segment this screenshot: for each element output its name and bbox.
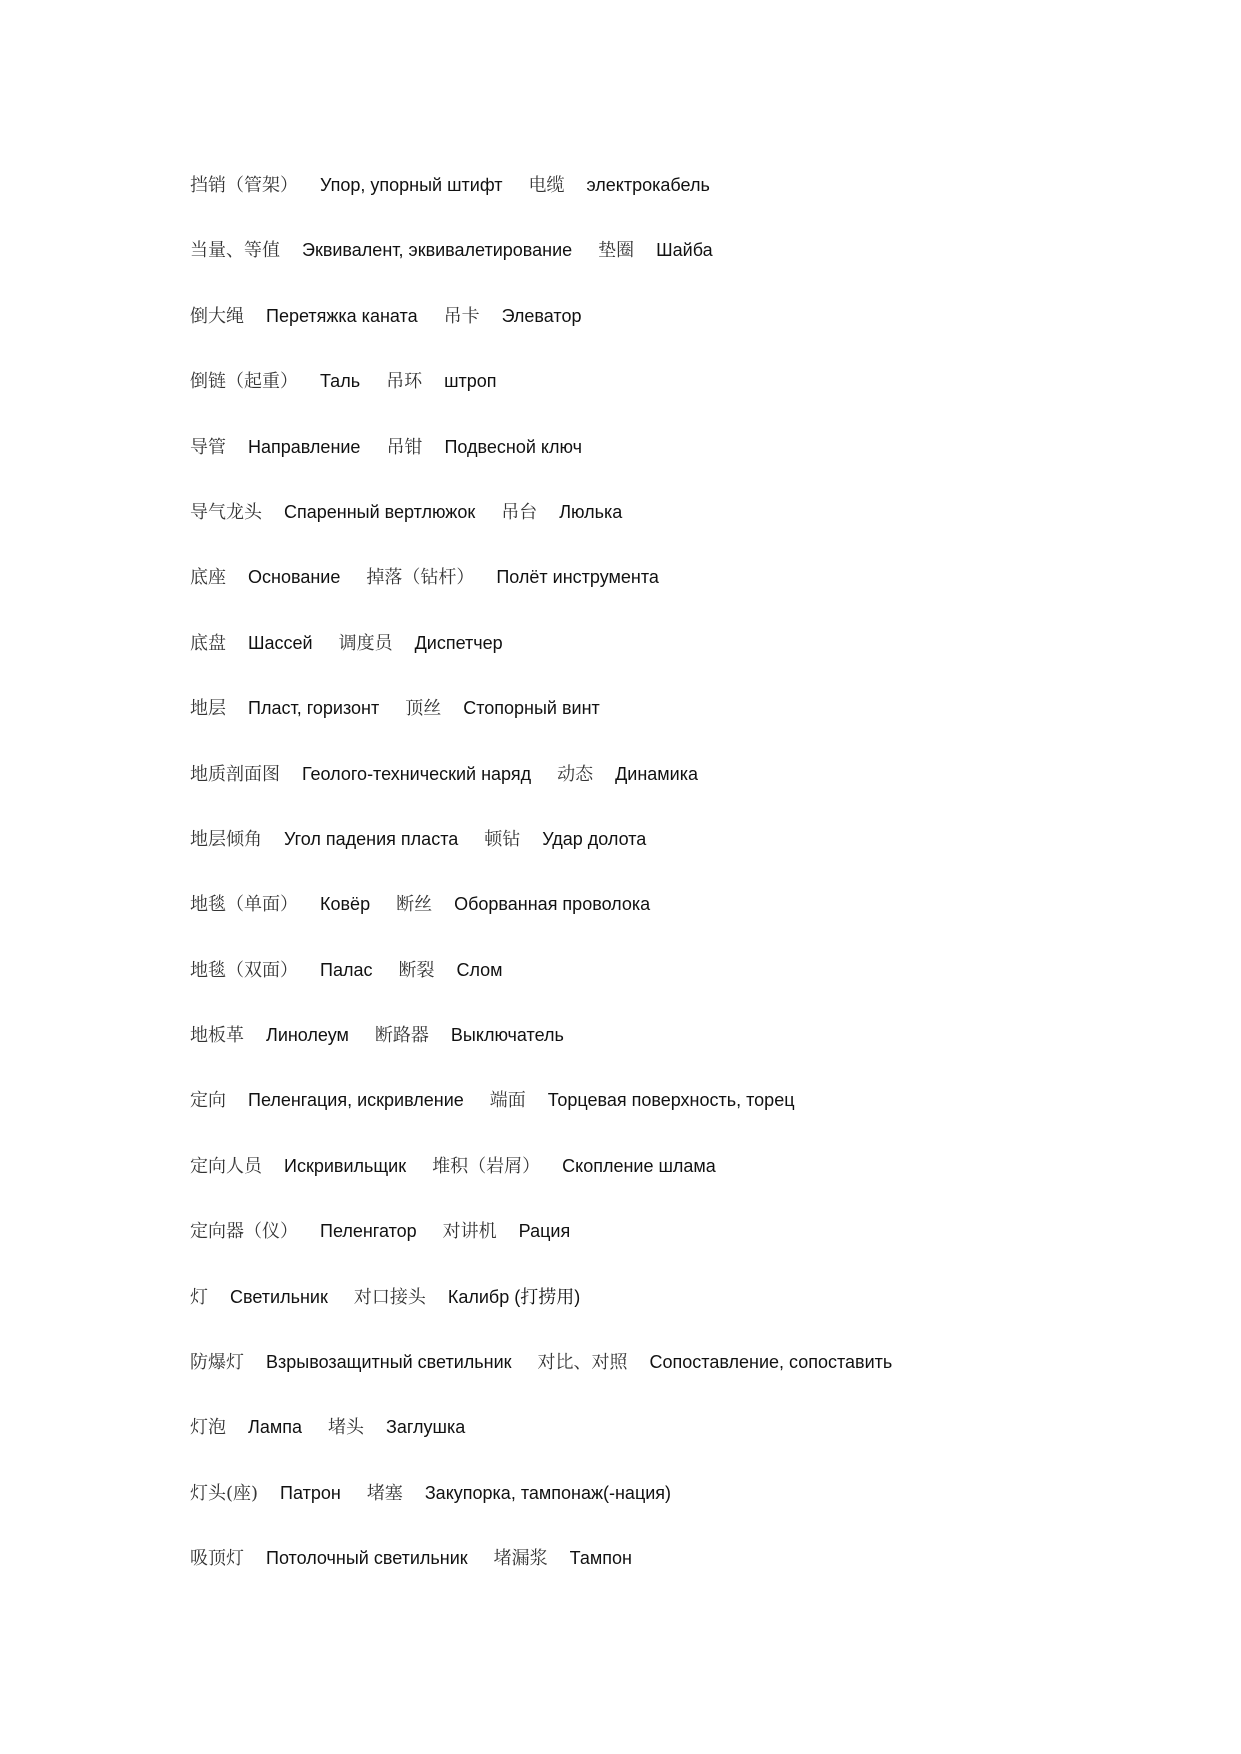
russian-translation: Сопоставление, сопоставить xyxy=(649,1352,893,1373)
chinese-term: 对比、对照 xyxy=(537,1352,628,1374)
russian-translation: Оборванная проволока xyxy=(454,894,651,915)
russian-translation: Пласт, горизонт xyxy=(248,698,380,719)
chinese-term: 对口接头 xyxy=(353,1286,426,1308)
chinese-term: 垫圈 xyxy=(598,240,635,262)
russian-translation: Подвесной ключ xyxy=(444,436,582,457)
chinese-term: 吊环 xyxy=(386,371,423,393)
russian-translation: Диспетчер xyxy=(414,632,503,653)
chinese-term: 导气龙头 xyxy=(190,501,262,523)
russian-translation: Скопление шлама xyxy=(562,1155,716,1176)
russian-translation: Таль xyxy=(320,371,361,392)
glossary-row xyxy=(190,498,1190,563)
russian-translation: Выключатель xyxy=(450,1025,564,1046)
chinese-term: 调度员 xyxy=(338,632,393,654)
russian-translation: Стопорный винт xyxy=(463,698,600,719)
glossary-list xyxy=(190,171,1190,1610)
russian-translation: Перетяжка каната xyxy=(266,305,418,326)
chinese-term: 灯泡 xyxy=(190,1417,226,1439)
chinese-term: 地质剖面图 xyxy=(190,763,280,785)
russian-translation: Угол падения пласта xyxy=(284,828,459,849)
chinese-term: 堵漏浆 xyxy=(493,1548,548,1570)
russian-translation: Линолеум xyxy=(266,1025,349,1046)
glossary-row xyxy=(190,890,1190,955)
chinese-term: 断路器 xyxy=(374,1025,429,1047)
chinese-term: 地毯（单面） xyxy=(190,894,298,916)
chinese-term: 吊钳 xyxy=(386,436,423,458)
chinese-term: 地板革 xyxy=(190,1025,244,1047)
glossary-row xyxy=(190,760,1190,825)
russian-translation: Динамика xyxy=(615,763,699,784)
russian-translation: Основание xyxy=(248,567,341,588)
glossary-row xyxy=(190,1283,1190,1348)
russian-translation: Тампон xyxy=(569,1548,632,1569)
russian-translation: Закупорка, тампонаж(-нация) xyxy=(424,1482,672,1503)
chinese-term: 底座 xyxy=(190,567,226,589)
chinese-term: 对讲机 xyxy=(442,1221,497,1243)
russian-translation: Ковёр xyxy=(320,894,371,915)
glossary-row xyxy=(190,1413,1190,1478)
glossary-row xyxy=(190,433,1190,498)
glossary-row xyxy=(190,629,1190,694)
russian-translation: Пеленгация, искривление xyxy=(248,1090,464,1111)
glossary-row xyxy=(190,1021,1190,1086)
glossary-row xyxy=(190,694,1190,759)
russian-translation: Упор, упорный штифт xyxy=(320,175,503,195)
glossary-row xyxy=(190,1217,1190,1282)
glossary-row xyxy=(190,1544,1190,1609)
chinese-term: 断丝 xyxy=(396,894,433,916)
russian-translation: Палас xyxy=(320,959,373,980)
russian-translation: Заглушка xyxy=(385,1417,466,1438)
chinese-term: 倒链（起重） xyxy=(190,371,298,393)
chinese-term: 吊卡 xyxy=(443,305,480,327)
russian-translation: Калибр (打捞用) xyxy=(447,1286,581,1307)
chinese-term: 端面 xyxy=(489,1090,526,1112)
chinese-term: 掉落（钻杆） xyxy=(366,567,475,589)
chinese-term: 断裂 xyxy=(398,959,435,981)
russian-translation: Светильник xyxy=(230,1286,328,1307)
glossary-row xyxy=(190,956,1190,1021)
chinese-term: 顿钻 xyxy=(484,828,521,850)
chinese-term: 底盘 xyxy=(190,632,226,654)
glossary-row xyxy=(190,171,1190,236)
chinese-term: 堵头 xyxy=(327,1417,364,1439)
russian-translation: Пеленгатор xyxy=(320,1221,417,1242)
chinese-term: 导管 xyxy=(190,436,226,458)
chinese-term: 堵塞 xyxy=(366,1482,403,1504)
russian-translation: Слом xyxy=(456,959,503,980)
russian-translation: Патрон xyxy=(280,1482,341,1503)
russian-translation: Потолочный светильник xyxy=(266,1548,468,1569)
russian-translation: Шассей xyxy=(248,632,313,653)
glossary-row xyxy=(190,1479,1190,1544)
chinese-term: 地层倾角 xyxy=(190,828,262,850)
chinese-term: 动态 xyxy=(557,763,594,785)
russian-translation: Элеватор xyxy=(501,305,582,326)
glossary-row xyxy=(190,1152,1190,1217)
russian-translation: Люлька xyxy=(559,501,623,522)
glossary-row xyxy=(190,236,1190,301)
chinese-term: 防爆灯 xyxy=(190,1352,244,1374)
russian-translation: Рация xyxy=(518,1221,571,1242)
russian-translation: штроп xyxy=(444,371,497,392)
russian-translation: Взрывозащитный светильник xyxy=(266,1352,512,1373)
chinese-term: 电缆 xyxy=(528,175,565,196)
chinese-term: 当量、等值 xyxy=(190,240,280,262)
glossary-row xyxy=(190,367,1190,432)
russian-translation: электрокабель xyxy=(586,175,710,195)
chinese-term: 定向 xyxy=(190,1090,226,1112)
russian-translation: Эквивалент, эквивалетирование xyxy=(302,240,573,261)
chinese-term: 吸顶灯 xyxy=(190,1548,244,1570)
glossary-row xyxy=(190,1086,1190,1151)
chinese-term: 倒大绳 xyxy=(190,305,244,327)
glossary-row xyxy=(190,302,1190,367)
russian-translation: Шайба xyxy=(656,240,713,261)
chinese-term: 地层 xyxy=(190,698,226,720)
chinese-term: 定向人员 xyxy=(190,1155,262,1177)
russian-translation: Спаренный вертлюжок xyxy=(284,501,476,522)
chinese-term: 顶丝 xyxy=(405,698,442,720)
glossary-row xyxy=(190,825,1190,890)
chinese-term: 地毯（双面） xyxy=(190,959,298,981)
chinese-term: 堆积（岩屑） xyxy=(432,1155,541,1177)
russian-translation: Торцевая поверхность, торец xyxy=(547,1090,795,1111)
russian-translation: Направление xyxy=(248,436,361,457)
chinese-term: 吊台 xyxy=(501,501,538,523)
russian-translation: Полёт инструмента xyxy=(496,567,659,588)
chinese-term: 定向器（仪） xyxy=(190,1221,298,1243)
glossary-row xyxy=(190,563,1190,628)
glossary-row xyxy=(190,1348,1190,1413)
chinese-term: 灯 xyxy=(190,1286,208,1308)
russian-translation: Лампа xyxy=(248,1417,302,1438)
russian-translation: Удар долота xyxy=(542,828,647,849)
russian-translation: Искривильщик xyxy=(284,1155,407,1176)
chinese-term: 灯头(座) xyxy=(190,1482,259,1504)
russian-translation: Геолого-технический наряд xyxy=(302,763,532,784)
chinese-term: 挡销（管架） xyxy=(190,175,298,196)
